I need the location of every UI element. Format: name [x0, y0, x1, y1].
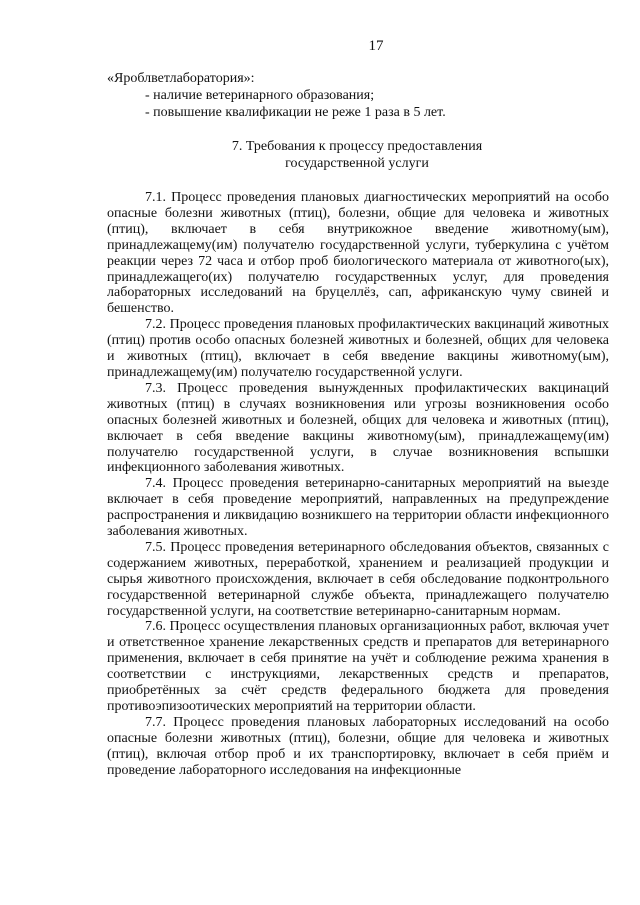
section-title-line2: государственной услуги — [285, 156, 429, 171]
intro-lead: «Яроблветлаборатория»: — [107, 71, 255, 86]
paragraph-7-1: 7.1. Процесс проведения плановых диагностических мероприятий на особо опасные болезни животных (птиц), болезни, общие для человека и животных (птиц), включает в себя внутрикожное введение животному(ым), принадлежащему(им) получателю государственной услуги, туберкулина с учётом реакции через 72 часа и отбор проб биологического материала от животного(ых), принадлежащего(их) получателю государственных услуг, для проведения лабораторных исследований на бруцеллёз, сап, африканскую чуму свиней и бешенство. — [107, 190, 609, 317]
section-body — [107, 190, 609, 779]
intro-bullet: - наличие ветеринарного образования; — [145, 88, 375, 103]
paragraph-7-5: 7.5. Процесс проведения ветеринарного обследования объектов, связанных с содержанием животных, переработкой, хранением и реализацией продукции и сырья животного происхождения, включает в себя обследование подконтрольного государственной ветеринарной службе объекта, принадлежащего получателю государственной услуги, на соответствие ветеринарно-санитарным нормам. — [107, 539, 609, 619]
section-title-line1: 7. Требования к процессу предоставления — [231, 139, 483, 154]
paragraph-7-6: 7.6. Процесс осуществления плановых организационных работ, включая учет и ответственное хранение лекарственных средств и препаратов для ветеринарного применения, включает в себя принятие на учёт и соблюдение режима хранения в соответствии с инструкциями, лекарственных средств и препаратов, приобретённых за счёт средств федерального бюджета для проведения противоэпизоотических мероприятий на территории области. — [107, 619, 609, 714]
paragraph-7-7: 7.7. Процесс проведения плановых лабораторных исследований на особо опасные болезни животных (птиц), болезни, общие для человека и животных (птиц), включая отбор проб и их транспортировку, включает в себя приём и проведение лабораторного исследования на инфекционные — [107, 714, 609, 778]
section-heading — [107, 138, 607, 172]
paragraph-7-2: 7.2. Процесс проведения плановых профилактических вакцинаций животных (птиц) против особо опасных болезней животных и болезней, общих для человека и животных (птиц), включает в себя введение вакцины животному(ым), принадлежащему(им) получателю государственной услуги. — [107, 317, 609, 380]
intro-bullet: - повышение квалификации не реже 1 раза в 5 лет. — [145, 105, 446, 120]
paragraph-7-4: 7.4. Процесс проведения ветеринарно-санитарных мероприятий на выезде включает в себя проведение мероприятий, направленных на предупреждение распространения и ликвидацию возникшего на территории области инфекционного заболевания животных. — [107, 476, 609, 540]
page-number: 17 — [368, 38, 384, 54]
intro-block — [107, 70, 607, 121]
paragraph-7-3: 7.3. Процесс проведения вынужденных профилактических вакцинаций животных (птиц) в случаях возникновения или угрозы возникновения особо опасных болезней животных и болезней, общих для человека и животных (птиц), включает в себя введение вакцины животному(ым), принадлежащему(им) получателю государственной услуги, в случае возникновения вспышки инфекционного заболевания животных. — [107, 380, 609, 476]
